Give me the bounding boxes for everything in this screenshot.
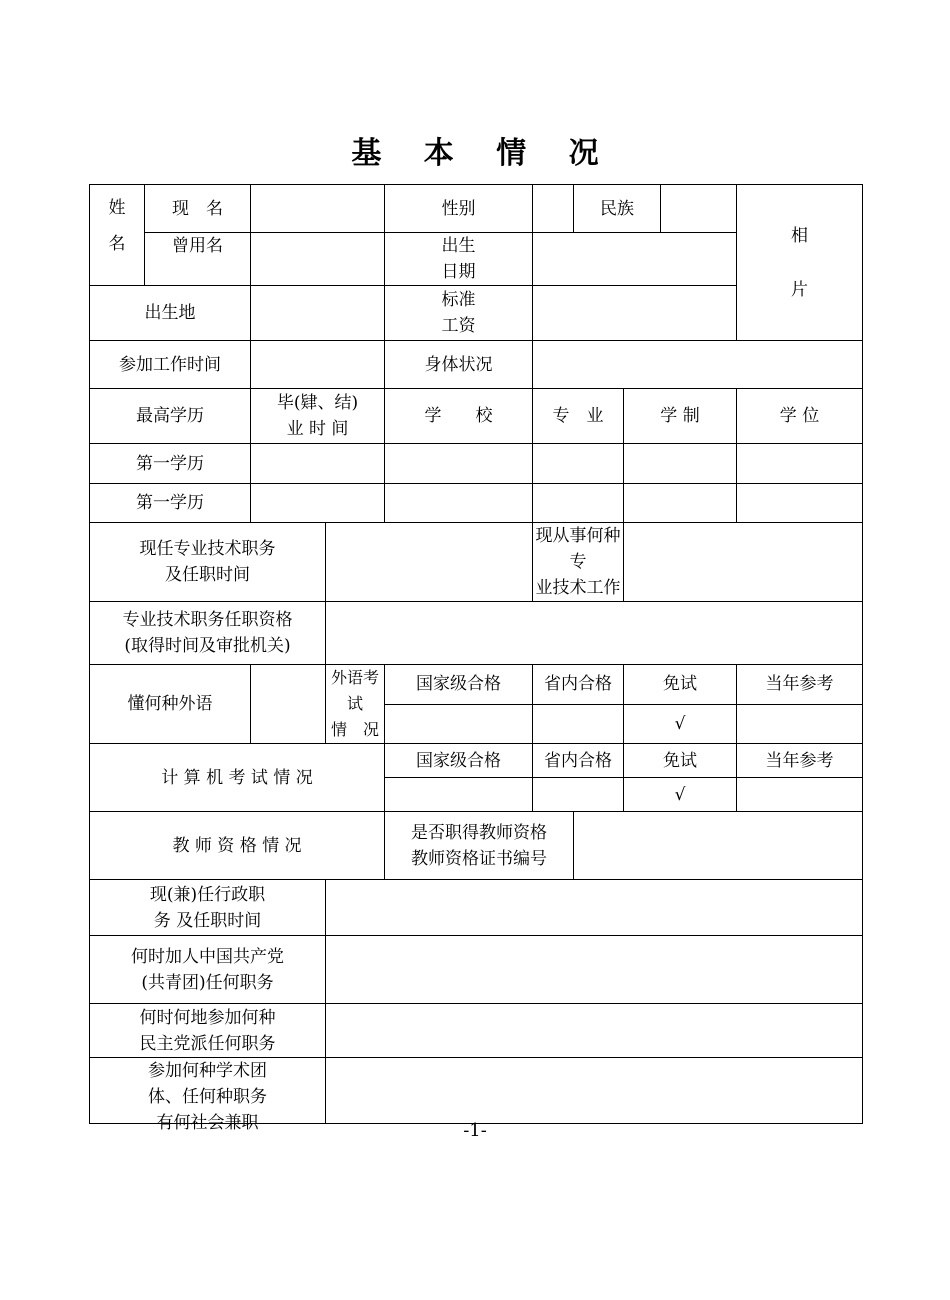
basic-info-form	[89, 184, 863, 1133]
teacher-qualification-field[interactable]	[574, 812, 863, 880]
teacher-question-1: 是否职得教师资格	[411, 822, 547, 843]
major-header: 专 业	[533, 389, 624, 444]
ethnicity-field[interactable]	[661, 185, 737, 233]
computer-national-header: 国家级合格	[385, 744, 533, 778]
name-label-ming: 名	[108, 234, 126, 254]
gender-label: 性别	[385, 185, 533, 233]
degree-header: 学 位	[737, 389, 863, 444]
birthplace-field[interactable]	[251, 286, 385, 341]
language-provincial-header: 省内合格	[533, 665, 624, 705]
current-work-label	[533, 523, 624, 602]
admin-post-label-2: 务 及任职时间	[153, 910, 262, 931]
name-label-xing: 姓	[108, 198, 126, 218]
party-label-2: (共青团)任何职务	[141, 972, 274, 993]
party-label	[90, 936, 326, 1004]
current-work-field[interactable]	[624, 523, 863, 602]
title-post-label	[90, 523, 326, 602]
academic-label-2: 体、任何种职务	[148, 1087, 267, 1107]
current-work-label-1: 现从事何种专	[535, 526, 621, 572]
language-national-header: 国家级合格	[385, 665, 533, 705]
teacher-question-2: 教师资格证书编号	[411, 848, 547, 869]
salary-label	[385, 286, 533, 341]
title-post-label-1: 现任专业技术职务	[139, 539, 276, 559]
birth-date-field[interactable]	[533, 233, 737, 286]
democratic-party-label-2: 民主党派任何职务	[139, 1033, 276, 1054]
page-number: -1-	[463, 1120, 487, 1141]
current-work-label-2: 业技术工作	[535, 578, 621, 598]
second-degree-major[interactable]	[533, 484, 624, 523]
photo-label-2: 片	[791, 279, 808, 300]
qualification-label-1: 专业技术职务任职资格	[122, 610, 293, 630]
birth-date-label-1: 出生	[441, 236, 476, 256]
first-degree-degree[interactable]	[737, 444, 863, 484]
first-degree-school[interactable]	[385, 444, 533, 484]
qualification-label	[90, 602, 326, 665]
grad-time-header-2: 业 时 间	[286, 419, 349, 439]
duration-header: 学 制	[624, 389, 737, 444]
teacher-qualification-label: 教 师 资 格 情 况	[90, 812, 385, 880]
birthplace-label: 出生地	[90, 286, 251, 341]
language-this-year-field[interactable]	[737, 704, 863, 744]
salary-label-2: 工资	[441, 316, 476, 336]
first-degree-label: 第一学历	[90, 444, 251, 484]
grad-time-header	[251, 389, 385, 444]
party-field[interactable]	[326, 936, 863, 1004]
title-post-field[interactable]	[326, 523, 533, 602]
health-label: 身体状况	[385, 341, 533, 389]
admin-post-label	[90, 880, 326, 936]
teacher-questions-label	[385, 812, 574, 880]
photo-cell[interactable]	[737, 185, 863, 341]
language-national-field[interactable]	[385, 704, 533, 744]
language-exam-label	[326, 665, 385, 744]
democratic-party-label-1: 何时何地参加何种	[139, 1007, 276, 1028]
second-degree-duration[interactable]	[624, 484, 737, 523]
page-title: 基 本 情 况	[351, 136, 615, 171]
second-degree-grad-time[interactable]	[251, 484, 385, 523]
ethnicity-label: 民族	[574, 185, 661, 233]
education-header-label: 最高学历	[90, 389, 251, 444]
salary-label-1: 标准	[441, 290, 476, 310]
work-start-field[interactable]	[251, 341, 385, 389]
second-degree-label: 第一学历	[90, 484, 251, 523]
admin-post-field[interactable]	[326, 880, 863, 936]
salary-field[interactable]	[533, 286, 737, 341]
first-degree-duration[interactable]	[624, 444, 737, 484]
current-name-field[interactable]	[251, 185, 385, 233]
computer-provincial-header: 省内合格	[533, 744, 624, 778]
computer-provincial-field[interactable]	[533, 778, 624, 812]
party-label-1: 何时加人中国共产党	[131, 946, 284, 967]
second-degree-degree[interactable]	[737, 484, 863, 523]
second-degree-school[interactable]	[385, 484, 533, 523]
first-degree-grad-time[interactable]	[251, 444, 385, 484]
qualification-label-2: (取得时间及审批机关)	[124, 636, 291, 656]
computer-exempt-field[interactable]: √	[624, 778, 737, 812]
academic-label-3: 有何社会兼职	[156, 1113, 259, 1133]
academic-label	[90, 1058, 326, 1133]
language-field[interactable]	[251, 665, 326, 744]
language-exempt-header: 免试	[624, 665, 737, 705]
computer-exam-label: 计 算 机 考 试 情 况	[90, 744, 385, 812]
health-field[interactable]	[533, 341, 863, 389]
qualification-field[interactable]	[326, 602, 863, 665]
academic-field[interactable]	[326, 1058, 863, 1124]
admin-post-label-1: 现(兼)任行政职	[149, 884, 266, 905]
computer-this-year-field[interactable]	[737, 778, 863, 812]
title-post-label-2: 及任职时间	[165, 565, 250, 585]
former-name-label: 曾用名	[145, 233, 251, 286]
computer-national-field[interactable]	[385, 778, 533, 812]
computer-exempt-header: 免试	[624, 744, 737, 778]
language-label: 懂何种外语	[90, 665, 251, 744]
democratic-party-label	[90, 1004, 326, 1058]
computer-this-year-header: 当年参考	[737, 744, 863, 778]
language-this-year-header: 当年参考	[737, 665, 863, 705]
language-provincial-field[interactable]	[533, 704, 624, 744]
grad-time-header-1: 毕(肄、结)	[276, 393, 359, 413]
language-exam-label-2: 情 况	[330, 720, 379, 739]
former-name-field[interactable]	[251, 233, 385, 286]
democratic-party-field[interactable]	[326, 1004, 863, 1058]
academic-label-1: 参加何种学术团	[148, 1061, 267, 1081]
language-exam-label-1: 外语考试	[330, 668, 379, 713]
gender-field[interactable]	[533, 185, 574, 233]
name-label-cell	[90, 185, 145, 286]
school-header: 学 校	[385, 389, 533, 444]
birth-date-label-2: 日期	[441, 262, 476, 282]
work-start-label: 参加工作时间	[90, 341, 251, 389]
birth-date-label	[385, 233, 533, 286]
language-exempt-field[interactable]: √	[624, 704, 737, 744]
first-degree-major[interactable]	[533, 444, 624, 484]
current-name-label: 现 名	[145, 185, 251, 233]
photo-label-1: 相	[791, 225, 808, 246]
